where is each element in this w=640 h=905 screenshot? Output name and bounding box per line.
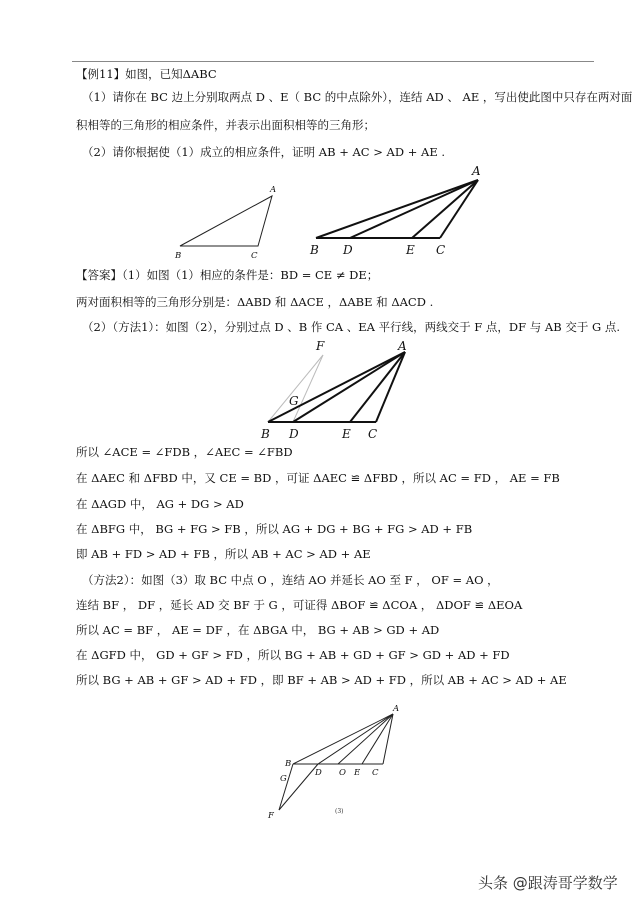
- method1-step-2: 在 ΔAEC 和 ΔFBD 中，又 CE = BD ，可证 ΔAEC ≌ ΔFBD ，所以 AC = FD ， AE = FB: [76, 471, 560, 485]
- method1-step-5: 即 AB + FD > AD + FB ，所以 AB + AC > AD + AE: [76, 547, 371, 561]
- figure-3: [279, 714, 393, 810]
- figq-label-b: B: [310, 243, 319, 257]
- figure-1-triangle: [180, 196, 272, 246]
- fig1-label-b: B: [175, 251, 182, 261]
- fig3-caption: (3): [335, 808, 344, 815]
- fig3-label-g: G: [280, 774, 287, 784]
- answer-line-1: 【答案】（1）如图（1）相应的条件是：BD = CE ≠ DE；: [76, 268, 379, 282]
- fig2-label-d: D: [289, 427, 299, 441]
- figure-2: [268, 352, 405, 422]
- fig3-label-e: E: [354, 768, 361, 778]
- fig3-label-f: F: [268, 811, 274, 821]
- method2-step-4: 在 ΔGFD 中， GD + GF > FD ，所以 BG + AB + GD + GF > GD + AD + FD: [76, 648, 510, 662]
- triangle-abc: [180, 196, 272, 246]
- method1-step-3: 在 ΔAGD 中， AG + DG > AD: [76, 497, 244, 511]
- fig3-label-d: D: [315, 768, 322, 778]
- segment-bf: [279, 764, 293, 810]
- method1-step-4: 在 ΔBFG 中， BG + FG > FB ，所以 AG + DG + BG + FG > AD + FB: [76, 522, 473, 536]
- fig2-label-b: B: [261, 427, 270, 441]
- fig2-label-a: A: [398, 339, 407, 353]
- question-1-line-2: 积相等的三角形的相应条件，并表示出面积相等的三角形；: [76, 118, 375, 132]
- answer-line-2: 两对面积相等的三角形分别是：ΔABD 和 ΔACE ，ΔABE 和 ΔACD .: [76, 295, 434, 309]
- segment-ad: [293, 352, 405, 422]
- method2-step-3: 所以 AC = BF ， AE = DF ，在 ΔBGA 中， BG + AB > GD + AD: [76, 623, 440, 637]
- fig1-label-a: A: [270, 185, 277, 195]
- segment-ca: [376, 352, 405, 422]
- segment-fb: [268, 355, 323, 422]
- example-title: 【例11】如图，已知ΔABC: [76, 67, 217, 81]
- fig3-label-b: B: [285, 759, 292, 769]
- fig1-label-c: C: [251, 251, 258, 261]
- question-1-line-1: （1）请你在 BC 边上分别取两点 D 、E（ BC 的中点除外），连结 AD 、 AE ，写出使此图中只存在两对面: [82, 90, 633, 104]
- fig2-label-e: E: [342, 427, 351, 441]
- question-2: （2）请你根据使（1）成立的相应条件，证明 AB + AC > AD + AE .: [82, 145, 446, 159]
- figure-question-triangle: [316, 180, 478, 238]
- watermark: 头条 @跟涛哥学数学: [478, 874, 618, 892]
- answer-line-3: （2）（方法1）：如图（2），分别过点 D 、B 作 CA 、EA 平行线，两线交于 F 点，DF 与 AB 交于 G 点.: [82, 320, 620, 334]
- segment-df: [279, 764, 318, 810]
- figq-label-e: E: [406, 243, 415, 257]
- segment-ab: [316, 180, 478, 238]
- segment-ad: [318, 714, 393, 764]
- fig3-label-o: O: [339, 768, 346, 778]
- segment-ae: [350, 352, 405, 422]
- method2-step-2: 连结 BF ， DF ，延长 AD 交 BF 于 G ，可证得 ΔBOF ≌ ΔCOA ， ΔDOF ≌ ΔEOA: [76, 598, 523, 612]
- fig2-label-f: F: [316, 339, 325, 353]
- segment-ab: [268, 352, 405, 422]
- figq-label-a: A: [472, 164, 481, 178]
- method1-step-1: 所以 ∠ACE = ∠FDB ，∠AEC = ∠FBD: [76, 445, 293, 459]
- method2-step-1: （方法2）：如图（3）取 BC 中点 O ，连结 AO 并延长 AO 至 F ， OF = AO ，: [82, 573, 499, 587]
- fig3-label-c: C: [372, 768, 379, 778]
- figq-label-c: C: [436, 243, 446, 257]
- fig2-label-c: C: [368, 427, 378, 441]
- figq-label-d: D: [343, 243, 353, 257]
- fig2-label-g: G: [289, 394, 299, 408]
- method2-step-5: 所以 BG + AB + GF > AD + FD ，即 BF + AB > AD + FD ，所以 AB + AC > AD + AE: [76, 673, 567, 687]
- fig3-label-a: A: [393, 704, 400, 714]
